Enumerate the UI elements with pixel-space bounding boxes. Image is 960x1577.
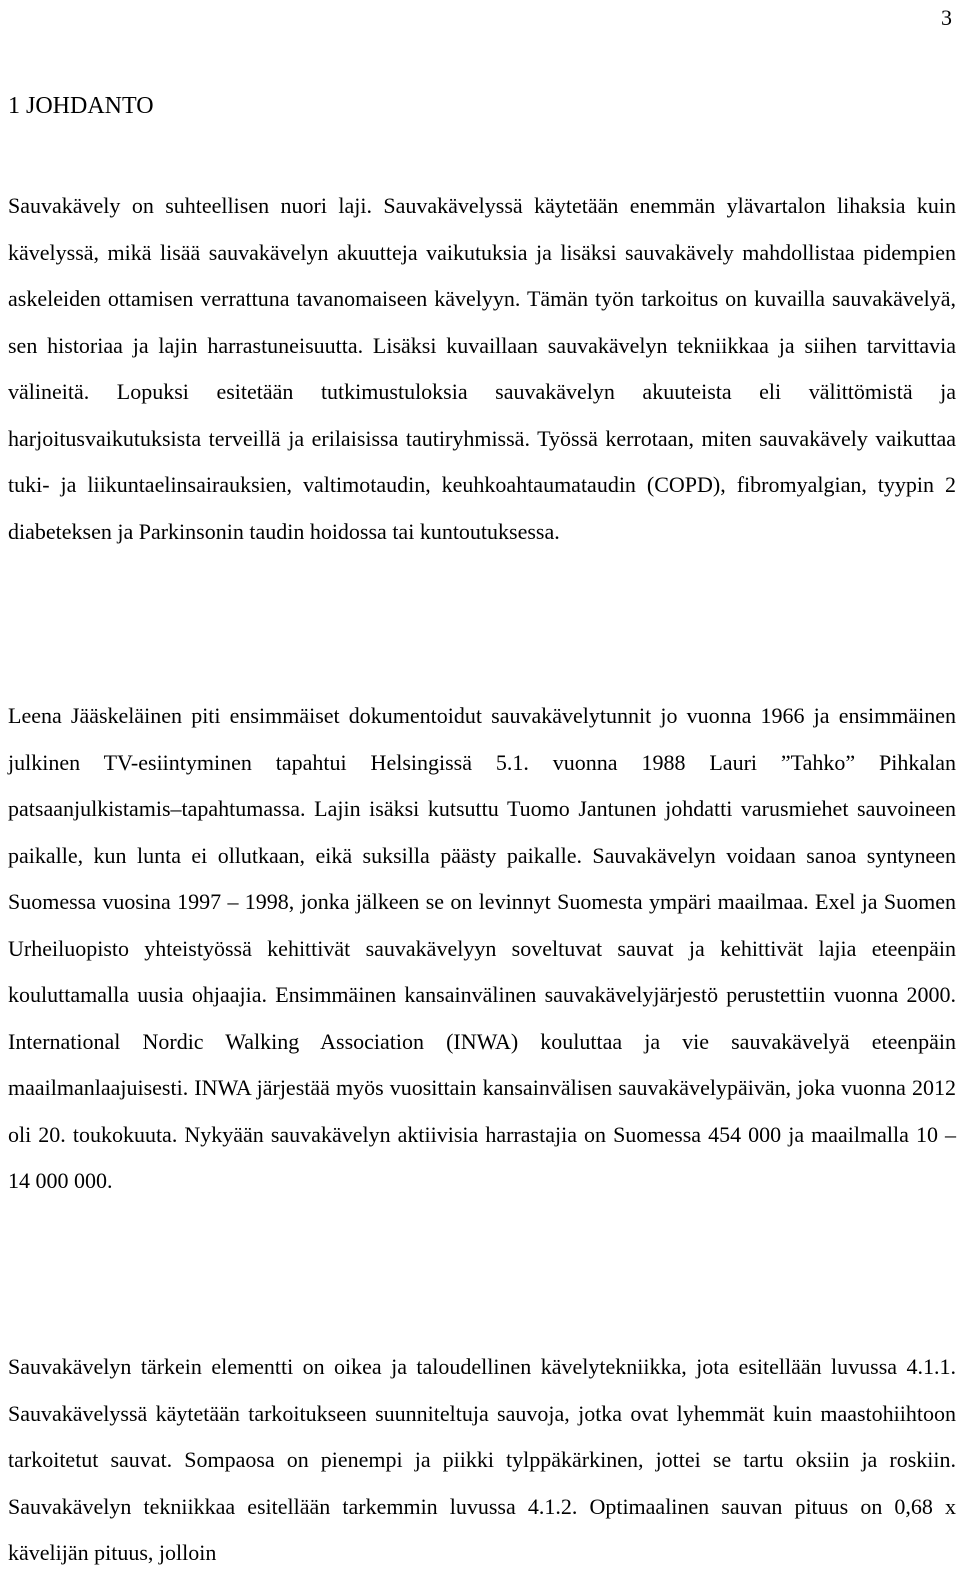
- paragraph-technique: Sauvakävelyn tärkein elementti on oikea ja taloudellinen kävelytekniikka, jota esitellään luvussa 4.1.1. Sauvakävelyssä käytetään tarkoitukseen suunniteltuja sauvoja, jotka ovat lyhemmät kuin maastohiihtoon tarkoitetut sauvat. Sompaosa on pienempi ja piikki tylppäkärkinen, jottei se tartu oksiin ja roskiin. Sauvakävelyn tekniikkaa esitellään tarkemmin luvussa 4.1.2. Optimaalinen sauvan pituus on 0,68 x kävelijän pituus, jolloin: [8, 1354, 956, 1565]
- page-number: 3: [941, 5, 952, 30]
- paragraph-history: Leena Jääskeläinen piti ensimmäiset dokumentoidut sauvakävelytunnit jo vuonna 1966 ja ensimmäinen julkinen TV-esiintyminen tapahtui Helsingissä 5.1. vuonna 1988 Lauri ”Tahko” Pihkalan patsaanjulkistamis–tapahtumassa. Lajin isäksi kutsuttu Tuomo Jantunen johdatti varusmiehet sauvoineen paikalle, kun lunta ei ollutkaan, eikä suksilla päästy paikalle. Sauvakävelyn voidaan sanoa syntyneen Suomessa vuosina 1997 – 1998, jonka jälkeen se on levinnyt Suomesta ympäri maailmaa. Exel ja Suomen Urheiluopisto yhteistyössä kehittivät sauvakävelyyn soveltuvat sauvat ja kehittivät lajia eteenpäin kouluttamalla uusia ohjaajia. Ensimmäinen kansainvälinen sauvakävelyjärjestö perustettiin vuonna 2000. International Nordic Walking Association (INWA) kouluttaa ja vie sauvakävelyä eteenpäin maailmanlaajuisesti. INWA järjestää myös vuosittain kansainvälisen sauvakävelypäivän, joka vuonna 2012 oli 20. toukokuuta. Nykyään sauvakävelyn aktiivisia harrastajia on Suomessa 454 000 ja maailmalla 10 – 14 000 000.: [8, 703, 956, 1193]
- chapter-heading: 1 JOHDANTO: [8, 93, 154, 119]
- paragraph-intro: Sauvakävely on suhteellisen nuori laji. Sauvakävelyssä käytetään enemmän ylävartalon lihaksia kuin kävelyssä, mikä lisää sauvakävelyn akuutteja vaikutuksia ja lisäksi sauvakävely mahdollistaa pidempien askeleiden ottamisen verrattuna tavanomaiseen kävelyyn. Tämän työn tarkoitus on kuvailla sauvakävelyä, sen historiaa ja lajin harrastuneisuutta. Lisäksi kuvaillaan sauvakävelyn tekniikkaa ja siihen tarvittavia välineitä. Lopuksi esitetään tutkimustuloksia sauvakävelyn akuuteista eli välittömistä ja harjoitusvaikutuksista terveillä ja erilaisissa tautiryhmissä. Työssä kerrotaan, miten sauvakävely vaikuttaa tuki- ja liikuntaelinsairauksien, valtimotaudin, keuhkoahtaumataudin (COPD), fibromyalgian, tyypin 2 diabeteksen ja Parkinsonin taudin hoidossa tai kuntoutuksessa.: [8, 193, 956, 544]
